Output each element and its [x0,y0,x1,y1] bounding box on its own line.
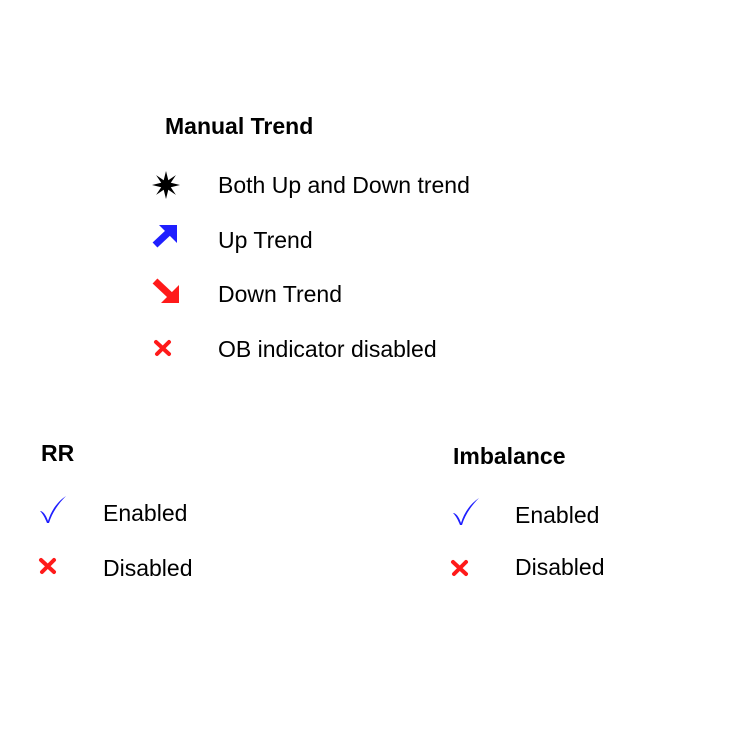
rr-label-disabled: Disabled [103,555,193,581]
legend-label-ob-disabled: OB indicator disabled [218,336,437,362]
legend-label-up-trend: Up Trend [218,227,313,253]
check-icon [451,496,481,526]
cross-icon [153,339,173,357]
manual-trend-title: Manual Trend [165,113,314,139]
legend-label-down-trend: Down Trend [218,281,343,307]
check-icon [38,494,68,524]
arrow-up-right-icon [150,222,180,250]
imbalance-title: Imbalance [453,443,566,469]
star-burst-icon [151,170,181,200]
imbalance-label-enabled: Enabled [515,502,600,528]
imbalance-label-disabled: Disabled [515,554,605,580]
arrow-down-right-icon [150,276,182,306]
cross-icon [450,559,470,577]
cross-icon [38,557,58,575]
rr-label-enabled: Enabled [103,500,188,526]
rr-title: RR [41,440,75,466]
legend-label-both-trend: Both Up and Down trend [218,172,470,198]
